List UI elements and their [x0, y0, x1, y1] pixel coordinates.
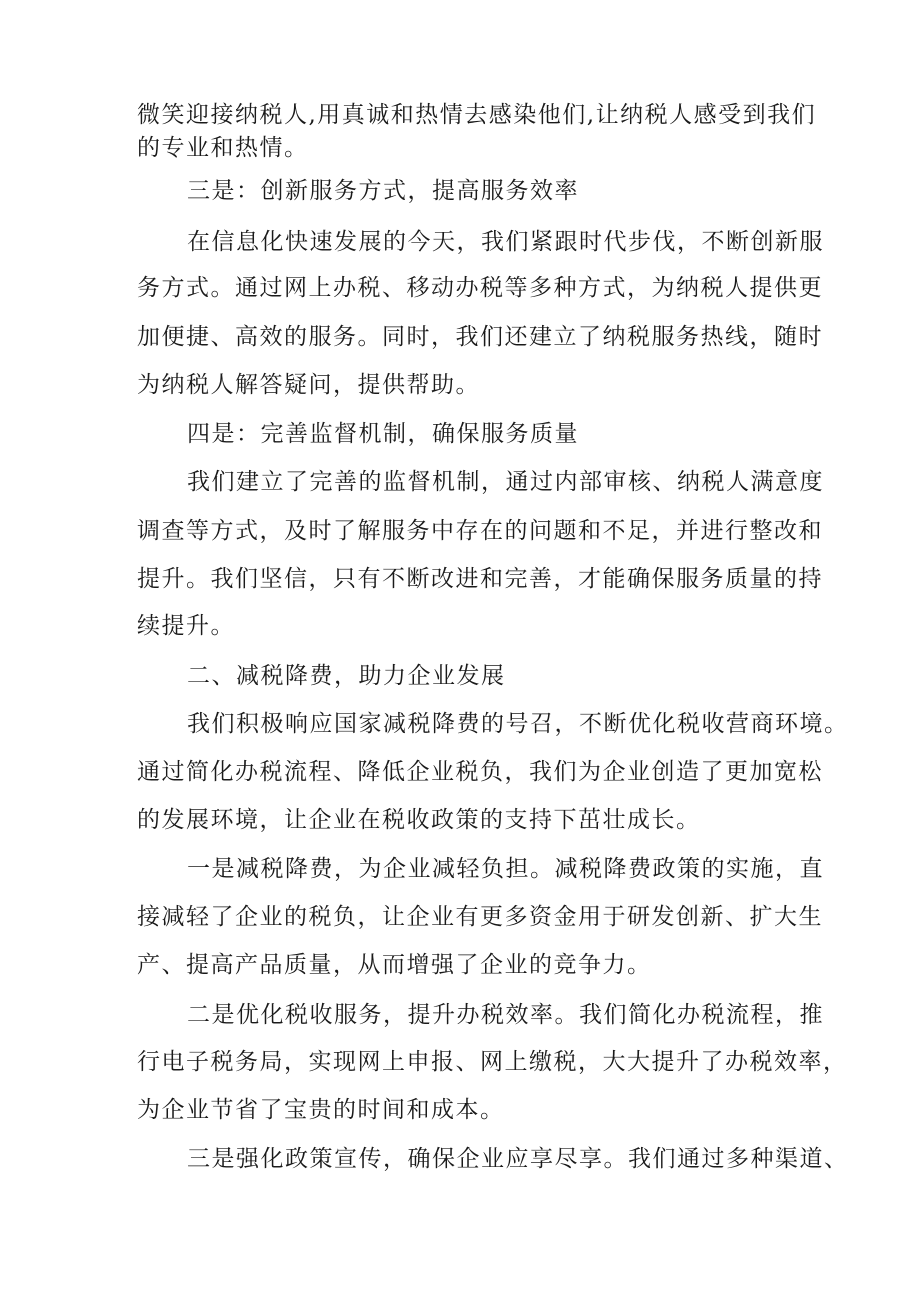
text-line: 为企业节省了宝贵的时间和成本。 [137, 1097, 505, 1123]
text-line: 三是强化政策宣传，确保企业应享尽享。我们通过多种渠道、 [187, 1146, 849, 1172]
text-line: 调查等方式，及时了解服务中存在的问题和不足，并进行整改和 [137, 518, 823, 544]
text-line: 我们建立了完善的监督机制，通过内部审核、纳税人满意度 [187, 469, 824, 495]
text-line: 务方式。通过网上办税、移动办税等多种方式，为纳税人提供更 [137, 275, 823, 301]
text-line: 的发展环境，让企业在税收政策的支持下茁壮成长。 [137, 807, 701, 833]
text-line: 微笑迎接纳税人,用真诚和热情去感染他们,让纳税人感受到我们 [137, 102, 817, 128]
text-line: 续提升。 [137, 613, 235, 639]
text-line: 提升。我们坚信，只有不断改进和完善，才能确保服务质量的持 [137, 566, 823, 592]
text-line: 为纳税人解答疑问，提供帮助。 [137, 372, 480, 398]
text-line: 我们积极响应国家减税降费的号召，不断优化税收营商环境。 [187, 711, 849, 737]
text-line: 加便捷、高效的服务。同时，我们还建立了纳税服务热线，随时 [137, 324, 823, 350]
section-heading: 四是：完善监督机制，确保服务质量 [187, 421, 579, 447]
text-line: 一是减税降费，为企业减轻负担。减税降费政策的实施，直 [187, 856, 824, 882]
text-line: 产、提高产品质量，从而增强了企业的竞争力。 [137, 952, 652, 978]
text-line: 通过简化办税流程、降低企业税负，我们为企业创造了更加宽松 [137, 759, 823, 785]
text-line: 行电子税务局，实现网上申报、网上缴税，大大提升了办税效率， [137, 1049, 848, 1075]
text-line: 接减轻了企业的税负，让企业有更多资金用于研发创新、扩大生 [137, 904, 823, 930]
text-line: 的专业和热情。 [137, 135, 309, 161]
section-heading: 二、减税降费，助力企业发展 [187, 663, 506, 689]
text-line: 在信息化快速发展的今天，我们紧跟时代步伐，不断创新服 [187, 229, 824, 255]
text-line: 二是优化税收服务，提升办税效率。我们简化办税流程，推 [187, 1002, 824, 1028]
section-heading: 三是：创新服务方式，提高服务效率 [187, 178, 579, 204]
